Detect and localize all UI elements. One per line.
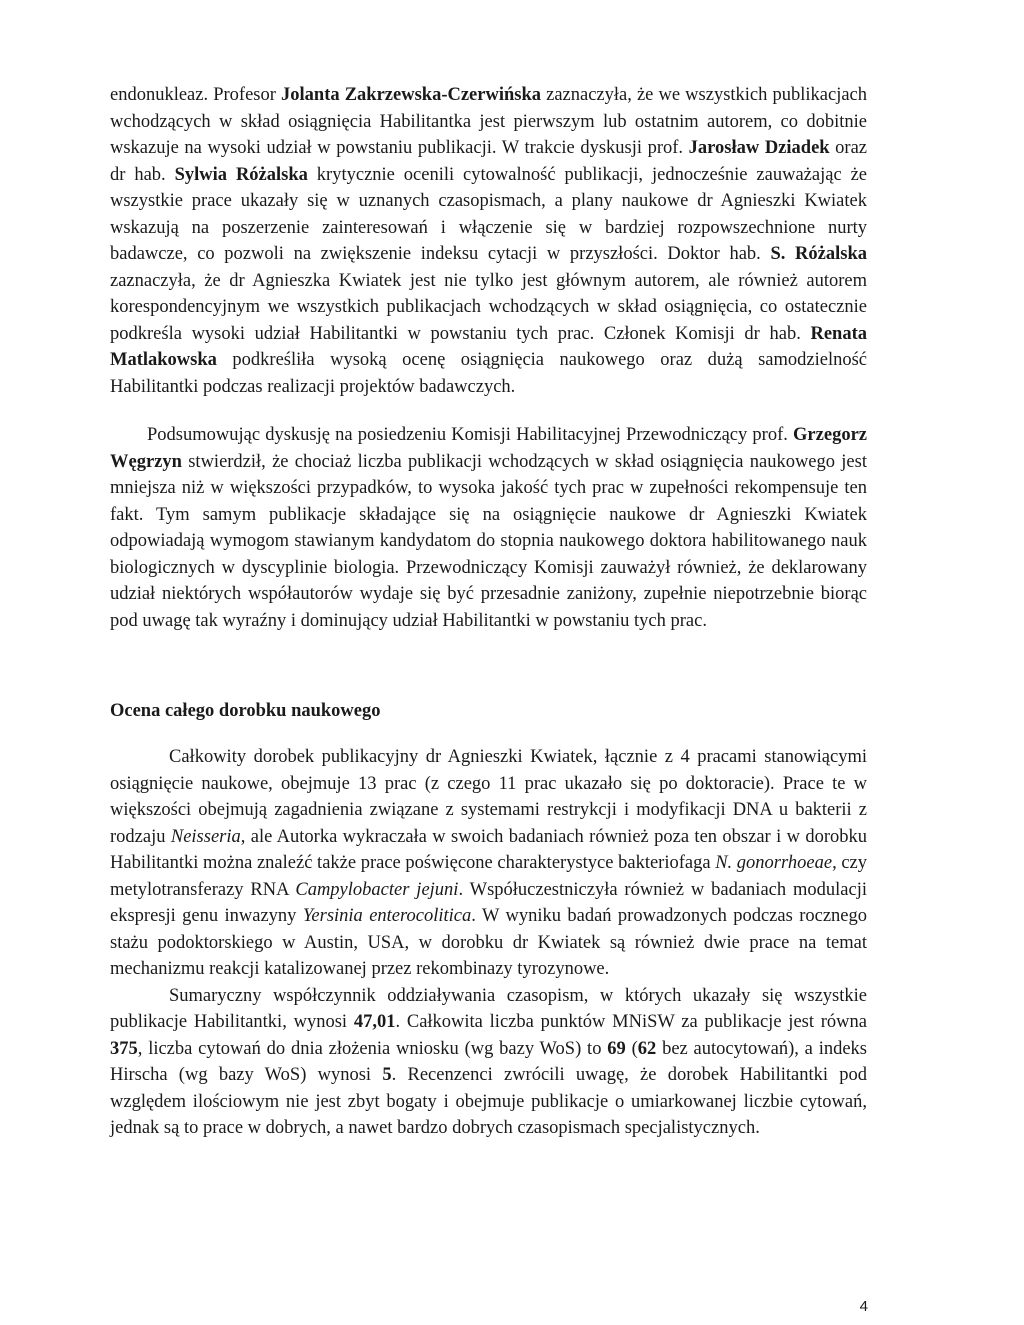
person-name: Jarosław Dziadek xyxy=(688,138,830,158)
text: . Współuczestniczyła również w badaniach modulacji ekspresji genu inwazyny xyxy=(110,879,867,926)
text: zaznaczyła, że we wszystkich publikacjach wchodzących w skład osiągnięcia Habilitantka jest pierwszym lub ostatnim autorem, co dobitnie wskazuje na wysoki udział w powstaniu publikacji. W trakcie dyskusji prof. xyxy=(110,85,868,158)
species-name: Yersinia enterocolitica xyxy=(302,906,472,926)
person-name: S. Różalska xyxy=(770,244,867,264)
text: , ale Autorka wykraczała w swoich badaniach również poza ten obszar i w dorobku Habilitantki można znaleźć także prace poświęcone charakterystyce bakteriofaga xyxy=(110,826,867,873)
metric-value: 47,01 xyxy=(353,1012,396,1032)
text: . Recenzenci zwrócili uwagę, że dorobek Habilitantki pod względem ilościowym nie jest zbyt bogaty i obejmuje publikacje o umiarkowanej liczbie cytowań, jednak są to prace w dobrych, a nawet bardzo dobrych czasopismach specjalistycznych. xyxy=(110,1065,867,1138)
text: . W wyniku badań prowadzonych podczas rocznego stażu podoktorskiego w Austin, USA, w dorobku dr Kwiatek są również dwie prace na temat mechanizmu reakcji katalizowanej przez rekombinazy tyrozynowe. xyxy=(110,906,867,979)
text: . Całkowita liczba punktów MNiSW za publikacje jest równa xyxy=(395,1012,868,1032)
text: , czy metylotransferazy RNA xyxy=(110,853,868,900)
page-number: 4 xyxy=(859,1298,868,1315)
text: Sumaryczny współczynnik oddziaływania czasopism, w których ukazały się wszystkie publikacje Habilitantki, wynosi xyxy=(110,985,867,1032)
metric-value: 69 xyxy=(607,1038,626,1059)
metric-value: 375 xyxy=(110,1038,138,1059)
text: ( xyxy=(625,1038,638,1059)
metric-value: 5 xyxy=(382,1065,392,1085)
text: zaznaczyła, że dr Agnieszka Kwiatek jest nie tylko jest głównym autorem, ale również autorem korespondencyjnym we wszystkich publikacjach wchodzących w skład osiągnięcia, co ostatecznie podkreśla wysoki udział Habilitantki w powstaniu tych prac. Członek Komisji dr hab. xyxy=(110,270,867,344)
paragraph-publications xyxy=(110,744,867,983)
species-name: Campylobacter jejuni xyxy=(295,879,459,900)
person-name: Renata Matlakowska xyxy=(110,323,867,370)
text: podkreśliła wysoką ocenę osiągnięcia naukowego oraz dużą samodzielność Habilitantki podczas realizacji projektów badawczych. xyxy=(110,350,867,397)
species-name: N. gonorrhoeae xyxy=(715,853,833,873)
text: krytycznie ocenili cytowalność publikacji, jednocześnie zauważając że wszystkie prace ukazały się w uznanych czasopismach, a plany naukowe dr Agnieszki Kwiatek wskazują na poszerzenie zainteresowań i włączenie się w bardziej rozpowszechnione nurty badawcze, co pozwoli na zwiększenie indeksu cytacji w przyszłości. Doktor hab. xyxy=(110,164,867,264)
text: bez autocytowań), a indeks Hirscha (wg bazy WoS) wynosi xyxy=(110,1038,867,1085)
metric-value: 62 xyxy=(637,1038,657,1059)
paragraph-summary xyxy=(110,422,867,634)
text: oraz dr hab. xyxy=(110,138,867,185)
paragraph-discussion xyxy=(110,82,867,400)
species-name: Neisseria xyxy=(170,826,241,847)
paragraph-metrics xyxy=(110,983,867,1142)
text: stwierdził, że chociaż liczba publikacji wchodzących w skład osiągnięcia naukowego jest mniejsza niż w większości przypadków, to wysoka jakość tych prac w zupełności rekompensuje ten fakt. Tym samym publikacje składające się na osiągnięcie naukowe dr Agnieszki Kwiatek odpowiadają wymogom stawianym kandydatom do stopnia naukowego doktora habilitowanego nauk biologicznych w dyscyplinie biologia. Przewodniczący Komisji zauważył również, że deklarowany udział niektórych współautorów wydaje się być przesadnie zaniżony, zupełnie niepotrzebnie biorąc pod uwagę tak wyraźny i dominujący udział Habilitantki w powstaniu tych prac. xyxy=(110,451,867,631)
text: endonukleaz. Profesor xyxy=(110,85,282,105)
person-name: Jolanta Zakrzewska-Czerwińska xyxy=(281,85,542,105)
person-name: Sylwia Różalska xyxy=(174,164,308,185)
text: Całkowity dorobek publikacyjny dr Agnieszki Kwiatek, łącznie z 4 pracami stanowiącymi osiągnięcie naukowe, obejmuje 13 prac (z czego 11 prac ukazało się po doktoracie). Prace te w większości obejmują zagadnienia związane z systemami restrykcji i modyfikacji DNA u bakterii z rodzaju xyxy=(110,747,867,847)
section-heading: Ocena całego dorobku naukowego xyxy=(110,701,381,721)
person-name: Grzegorz Węgrzyn xyxy=(110,425,867,472)
document-page xyxy=(110,82,867,1142)
text: Podsumowując dyskusję na posiedzeniu Komisji Habilitacyjnej Przewodniczący prof. xyxy=(147,425,794,445)
text: , liczba cytowań do dnia złożenia wniosku (wg bazy WoS) to xyxy=(137,1038,608,1059)
